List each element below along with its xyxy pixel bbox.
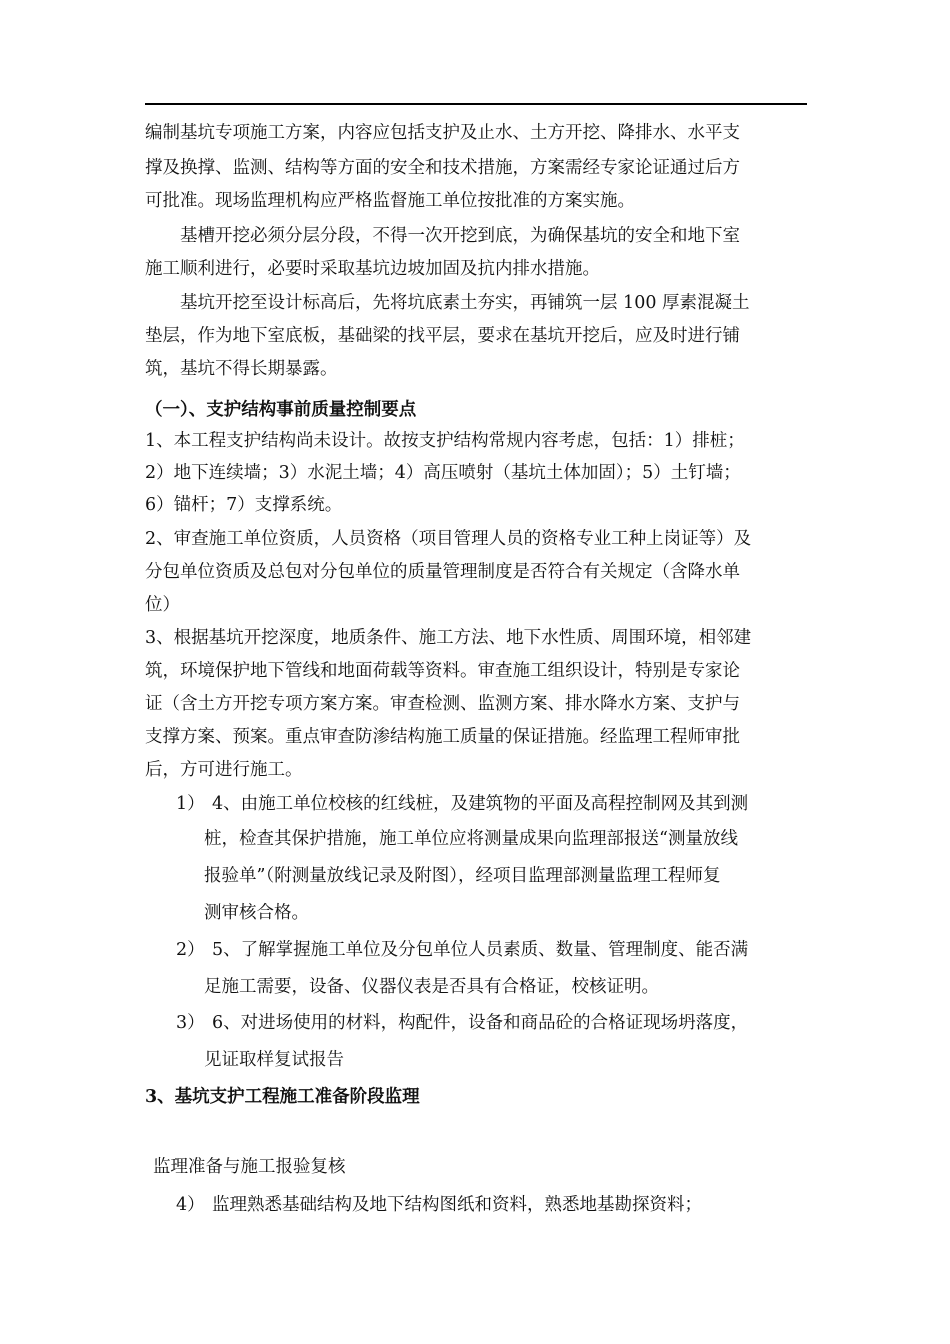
header-rule bbox=[145, 103, 807, 105]
item3-line: 3、根据基坑开挖深度，地质条件、施工方法、地下水性质、周围环境，相邻建 bbox=[145, 628, 752, 648]
list-item-line: 足施工需要，设备、仪器仪表是否具有合格证，校核证明。 bbox=[204, 977, 659, 997]
item2-line: 位） bbox=[145, 595, 180, 615]
subheading: 监理准备与施工报验复核 bbox=[153, 1157, 346, 1177]
section-heading: （一）、支护结构事前质量控制要点 bbox=[145, 400, 417, 420]
item1-line: 2）地下连续墙；3）水泥土墙；4）高压喷射（基坑土体加固）；5）土钉墙； bbox=[145, 463, 741, 483]
intro-line: 可批准。现场监理机构应严格监督施工单位按批准的方案实施。 bbox=[145, 191, 635, 211]
list-marker: 2） bbox=[176, 940, 205, 960]
list-item-line: 见证取样复试报告 bbox=[204, 1050, 344, 1070]
intro-line: 撑及换撑、监测、结构等方面的安全和技术措施，方案需经专家论证通过后方 bbox=[145, 158, 740, 178]
list-marker: 3） bbox=[176, 1013, 205, 1033]
list-item-line: 5、了解掌握施工单位及分包单位人员素质、数量、管理制度、能否满 bbox=[212, 940, 749, 960]
para3-line: 基坑开挖至设计标高后，先将坑底素土夯实，再铺筑一层 100 厚素混凝土 bbox=[180, 293, 750, 313]
list-item-line: 报验单”（附测量放线记录及附图），经项目监理部测量监理工程师复 bbox=[204, 866, 721, 886]
list-marker: 4） bbox=[176, 1195, 205, 1215]
para2-line: 施工顺利进行，必要时采取基坑边坡加固及抗内排水措施。 bbox=[145, 259, 600, 279]
item2-line: 分包单位资质及总包对分包单位的质量管理制度是否符合有关规定（含降水单 bbox=[145, 562, 740, 582]
list-item-line: 监理熟悉基础结构及地下结构图纸和资料，熟悉地基勘探资料； bbox=[212, 1195, 702, 1215]
item1-line: 1、本工程支护结构尚未设计。故按支护结构常规内容考虑，包括：1）排桩； bbox=[145, 431, 745, 451]
list-item-line: 4、由施工单位校核的红线桩，及建筑物的平面及高程控制网及其到测 bbox=[212, 794, 749, 814]
item1-line: 6）锚杆；7）支撑系统。 bbox=[145, 495, 343, 515]
para3-line: 筑，基坑不得长期暴露。 bbox=[145, 359, 338, 379]
list-item-line: 6、对进场使用的材料，构配件，设备和商品砼的合格证现场坍落度， bbox=[212, 1013, 749, 1033]
item3-line: 后，方可进行施工。 bbox=[145, 760, 303, 780]
list-item-line: 桩，检查其保护措施，施工单位应将测量成果向监理部报送“测量放线 bbox=[204, 829, 738, 849]
item3-line: 支撑方案、预案。重点审查防渗结构施工质量的保证措施。经监理工程师审批 bbox=[145, 727, 740, 747]
item3-line: 筑，环境保护地下管线和地面荷载等资料。审查施工组织设计，特别是专家论 bbox=[145, 661, 740, 681]
item2-line: 2、审查施工单位资质，人员资格（项目管理人员的资格专业工种上岗证等）及 bbox=[145, 529, 752, 549]
list-marker: 1） bbox=[176, 794, 205, 814]
intro-line: 编制基坑专项施工方案，内容应包括支护及止水、土方开挖、降排水、水平支 bbox=[145, 123, 740, 143]
section-heading: 3、基坑支护工程施工准备阶段监理 bbox=[145, 1087, 420, 1107]
list-item-line: 测审核合格。 bbox=[204, 903, 309, 923]
item3-line: 证（含土方开挖专项方案方案。审查检测、监测方案、排水降水方案、支护与 bbox=[145, 694, 740, 714]
para3-line: 垫层，作为地下室底板，基础梁的找平层，要求在基坑开挖后，应及时进行铺 bbox=[145, 326, 740, 346]
para2-line: 基槽开挖必须分层分段，不得一次开挖到底，为确保基坑的安全和地下室 bbox=[180, 226, 740, 246]
